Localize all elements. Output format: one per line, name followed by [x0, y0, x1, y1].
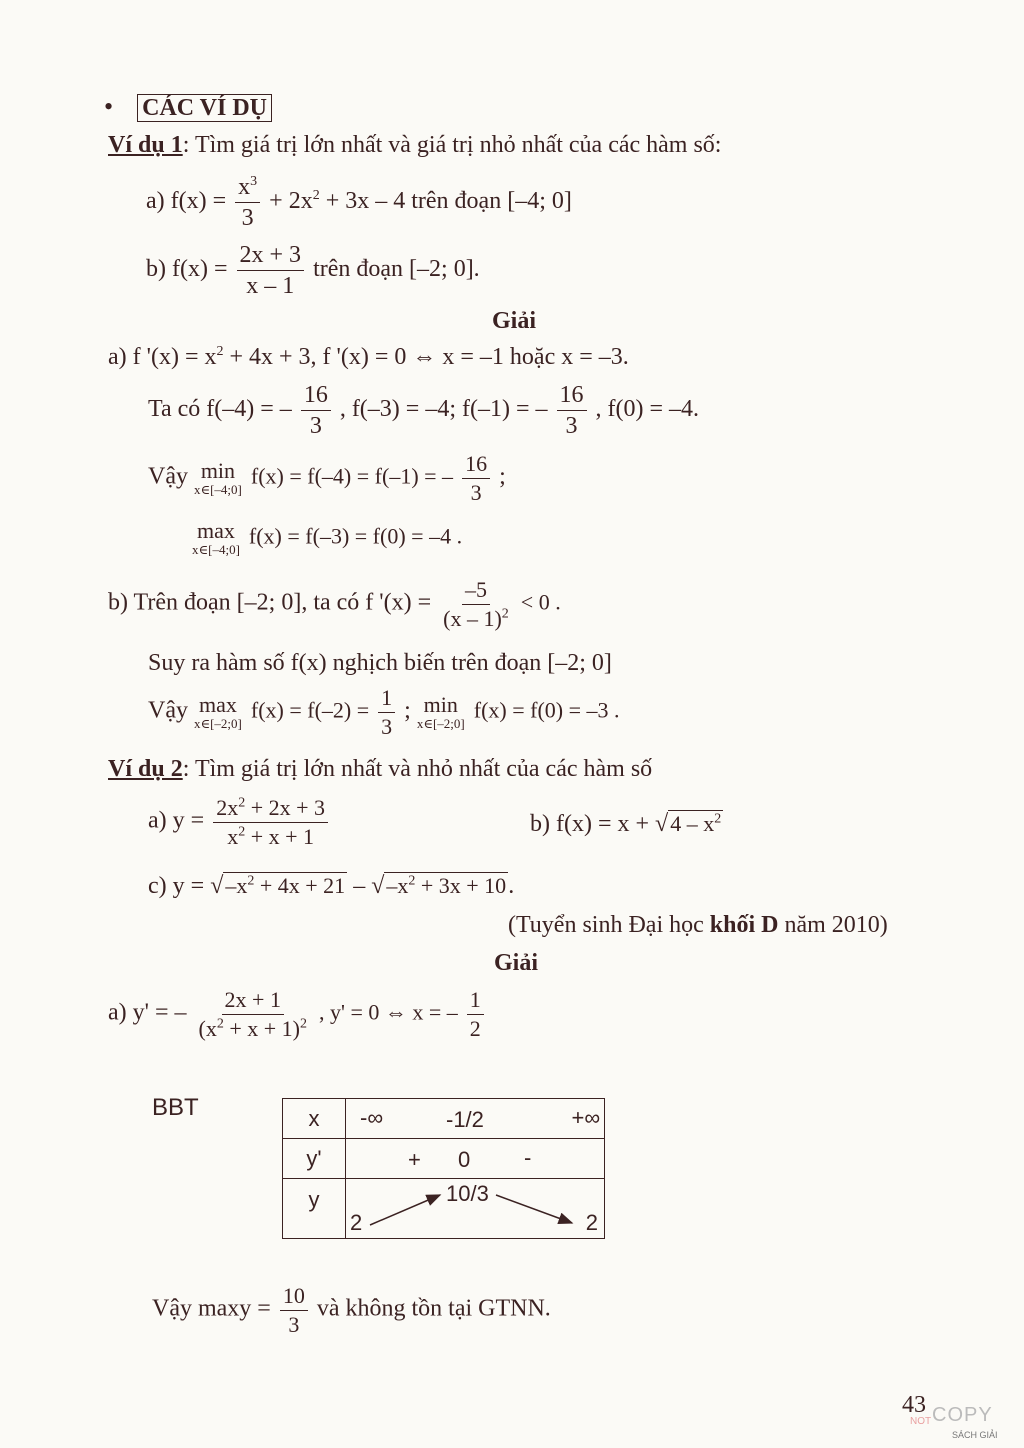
fraction: $\frac{2x + 3}{x - 1}$ [237, 240, 305, 301]
example-2b: b) $f(x) = x + √4 - x^2$ [530, 811, 722, 837]
bullet: • [104, 92, 114, 121]
fraction: $\frac{16}{3}$ [462, 450, 490, 506]
increasing-arrow [370, 1195, 440, 1225]
max-operator: max x∈[–4;0] [192, 518, 240, 557]
solution-title-1: Giải [492, 308, 537, 334]
bbt-arrows [346, 1179, 602, 1239]
solution-2a: a) y' = – $\frac{2x + 1}{(x^2 + x + 1)^2}$ , y' = 0 ⇔ x = – $\frac{1}{2}$ [108, 986, 487, 1042]
bbt-label: BBT [152, 1094, 199, 1121]
fraction: $\frac{16}{3}$ [301, 380, 331, 441]
solution-1b-line2: Suy ra hàm số f(x) nghịch biến trên đoạn [–2; 0] [148, 650, 612, 676]
conclusion: Vậy maxy = $\frac{10}{3}$ và không tồn tại GTNN. [152, 1283, 551, 1337]
radical: $-x^2 + 3x + 10$ [386, 873, 507, 898]
bbt-yprime-values: + 0 - [346, 1139, 605, 1179]
example-2-label: Ví dụ 2 [108, 756, 183, 782]
solution-1a-line1: a) f '$(x) = x^2 + 4x + 3$, f '(x) = 0 ⇔ x = –1 hoặc x = –3. [108, 344, 629, 370]
solution-1a-min: Vậy min x∈[–4;0] f(x) = f(–4) = f(–1) = – $\frac{16}{3}$ ; [148, 451, 506, 505]
max-operator: max x∈[–2;0] [193, 692, 242, 731]
example-1-prompt: Ví dụ 1: Tìm giá trị lớn nhất và giá trị nhỏ nhất của các hàm số: [108, 132, 722, 158]
bbt-x-label: x [283, 1099, 346, 1139]
page-number: 43 [902, 1392, 926, 1418]
fraction: $\frac{1}{3}$ [378, 684, 395, 740]
decreasing-arrow [496, 1195, 572, 1223]
radical: $4 - x^2$ [670, 811, 722, 836]
solution-1b-line3: Vậy max x∈[–2;0] f(x) = f(–2) = $\frac{1}{3}$ ; min x∈[–2;0] f(x) = f(0) = –3 . [148, 685, 620, 739]
bbt-y-top: 10/3 [446, 1181, 489, 1206]
bbt-y-left: 2 [350, 1210, 363, 1235]
solution-1b-line1: b) Trên đoạn [–2; 0], ta có f '(x) = $\frac{-5}{(x - 1)^2}$ < 0 . [108, 577, 561, 631]
bbt-y-label: y [283, 1179, 346, 1239]
fraction: $\frac{-5}{(x - 1)^2}$ [443, 577, 509, 631]
example-1-label: Ví dụ 1 [108, 132, 183, 158]
min-operator: min x∈[–4;0] [193, 458, 242, 497]
fraction: $\frac{x^3}{3}$ [235, 172, 260, 233]
example-2c: c) $y = √-x^2 + 4x + 21 - √-x^2 + 3x + 10$. [148, 873, 515, 899]
variation-table [282, 1098, 605, 1239]
solution-title-2: Giải [494, 950, 539, 976]
fraction: $\frac{10}{3}$ [280, 1282, 308, 1338]
example-2-prompt: Ví dụ 2: Tìm giá trị lớn nhất và nhỏ nhất của các hàm số [108, 756, 653, 782]
watermark-logo: NOT COPY SÁCH GIẢI [910, 1404, 998, 1440]
bbt-x-values: -∞ -1/2 +∞ [346, 1099, 605, 1139]
example-1b: b) f(x) = $\frac{2x + 3}{x - 1}$ trên đoạn [–2; 0]. [146, 242, 480, 299]
fraction: $\frac{2x + 1}{(x^2 + x + 1)^2}$ [198, 987, 307, 1041]
radical: $-x^2 + 4x + 21$ [225, 873, 346, 898]
bbt-yprime-label: y' [283, 1139, 346, 1179]
min-operator: min x∈[–2;0] [416, 692, 465, 731]
fraction: $\frac{2x^2 + 2x + 3}{x^2 + x + 1}$ [213, 794, 328, 850]
section-header [104, 92, 272, 122]
solution-1a-line2: Ta có f(–4) = – $\frac{16}{3}$ , f(–3) = –4; f(–1) = – $\frac{16}{3}$ , f(0) = –4. [148, 382, 700, 439]
exam-source: (Tuyển sinh Đại học khối D năm 2010) [508, 912, 888, 938]
fraction: $\frac{1}{2}$ [467, 986, 484, 1042]
bbt-y-values [346, 1179, 605, 1239]
solution-1a-max: max x∈[–4;0] f(x) = f(–3) = f(0) = –4 . [192, 518, 463, 557]
section-title: CÁC VÍ DỤ [137, 94, 272, 122]
example-2a: a) y = $\frac{2x^2 + 2x + 3}{x^2 + x + 1}$ [148, 794, 331, 850]
bbt-y-right: 2 [585, 1210, 598, 1235]
fraction: $\frac{16}{3}$ [557, 380, 587, 441]
example-1a: a) f(x) = $\frac{x^3}{3}$ + $2x^2 + 3x - 4$ trên đoạn [–4; 0] [146, 174, 572, 231]
